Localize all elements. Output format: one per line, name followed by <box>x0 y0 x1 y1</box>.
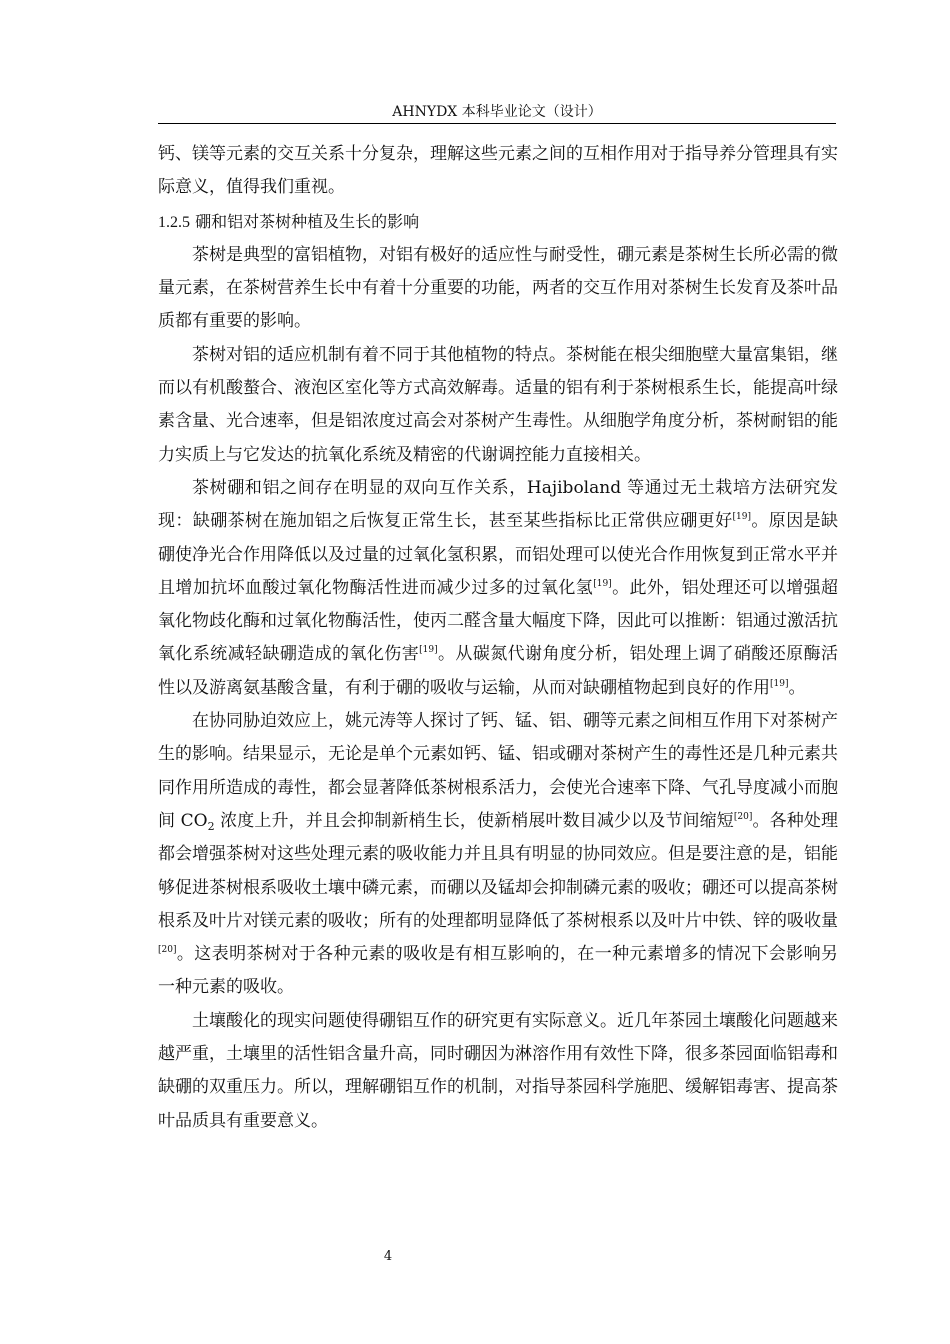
section-heading <box>158 205 838 239</box>
paragraph-1: 茶树是典型的富铝植物，对铝有极好的适应性与耐受性，硼元素是茶树生长所必需的微量元素，在茶树营养生长中有着十分重要的功能，两者的交互作用对茶树生长发育及茶叶品质都有重要的影响。 <box>158 244 838 332</box>
text-run: 在协同胁迫效应上，姚元涛等人探讨了钙、锰、铝、硼等元素之间相互作用下对茶树产生的影响。结果显示，无论是单个元素如钙、锰、铝或硼对茶树产生的毒性还是几种元素共同作用所造成的毒性，都会显著降低茶树根系活力，会使光合速率下降、气孔导度减小而胞间 CO <box>158 711 838 831</box>
intro-paragraph: 钙、镁等元素的交互关系十分复杂，理解这些元素之间的互相作用对于指导养分管理具有实际意义，值得我们重视。 <box>158 144 838 198</box>
text-run: 。此外，铝处理还可以增强超氧化物歧化酶和过氧化物酶活性，使丙二醛含量大幅度下降，因此可以推断：铝通过激活抗氧化系统减轻缺硼造成的氧化伤害 <box>158 577 839 665</box>
subscript: 2 <box>207 819 215 833</box>
citation: [20] <box>158 945 177 956</box>
text-run: 浓度上升，并且会抑制新梢生长，使新梢展叶数目减少以及节间缩短 <box>214 810 734 831</box>
page-body <box>158 138 838 1138</box>
citation: [19] <box>732 512 751 523</box>
header-rule <box>158 123 836 124</box>
paragraph-4 <box>158 705 838 1005</box>
text-run: 。从碳氮代谢角度分析，铝处理上调了硝酸还原酶活性以及游离氨基酸含量，有利于硼的吸收与运输，从而对缺硼植物起到良好的作用 <box>158 644 838 698</box>
paragraph-2: 茶树对铝的适应机制有着不同于其他植物的特点。茶树能在根尖细胞壁大量富集铝，继而以有机酸螯合、液泡区室化等方式高效解毒。适量的铝有利于茶树根系生长，能提高叶绿素含量、光合速率，但是铝浓度过高会对茶树产生毒性。从细胞学角度分析，茶树耐铝的能力实质上与它发达的抗氧化系统及精密的代谢调控能力直接相关。 <box>158 344 838 465</box>
citation: [20] <box>733 811 753 822</box>
page-number: 4 <box>383 1249 393 1264</box>
paragraph-5: 土壤酸化的现实问题使得硼铝互作的研究更有实际意义。近几年茶园土壤酸化问题越来越严重，土壤里的活性铝含量升高，同时硼因为淋溶作用有效性下降，很多茶园面临铝毒和缺硼的双重压力。所以，理解硼铝互作的机制，对指导茶园科学施肥、缓解铝毒害、提高茶叶品质具有重要意义。 <box>158 1010 838 1131</box>
text-run: 。原因是缺硼使净光合作用降低以及过量的过氧化氢积累，而铝处理可以使光合作用恢复到正常水平并且增加抗坏血酸过氧化物酶活性进而减少过多的过氧化氢 <box>158 511 839 598</box>
paragraph-3 <box>158 472 838 705</box>
section-number: 1.2.5 <box>158 213 190 231</box>
citation: [19] <box>593 578 612 589</box>
text-run: 。各种处理都会增强茶树对这些处理元素的吸收能力并且具有明显的协同效应。但是要注意的是，铝能够促进茶树根系吸收土壤中磷元素，而硼以及锰却会抑制磷元素的吸收；硼还可以提高茶树根系及叶片对镁元素的吸收；所有的处理都明显降低了茶树根系以及叶片中铁、锌的吸收量 <box>158 810 838 931</box>
text-run: 茶树硼和铝之间存在明显的双向互作关系，Hajiboland 等通过无土栽培方法研究发现：缺硼茶树在施加铝之后恢复正常生长，甚至某些指标比正常供应硼更好 <box>158 477 838 532</box>
text-run: 。这表明茶树对于各种元素的吸收是有相互影响的，在一种元素增多的情况下会影响另一种元素的吸收。 <box>158 944 838 998</box>
text-run: 。 <box>788 677 806 698</box>
section-title: 硼和铝对茶树种植及生长的影响 <box>195 211 420 231</box>
citation: [19] <box>770 678 789 689</box>
citation: [19] <box>419 645 438 656</box>
running-header: AHNYDX 本科毕业论文（设计） <box>392 104 602 120</box>
